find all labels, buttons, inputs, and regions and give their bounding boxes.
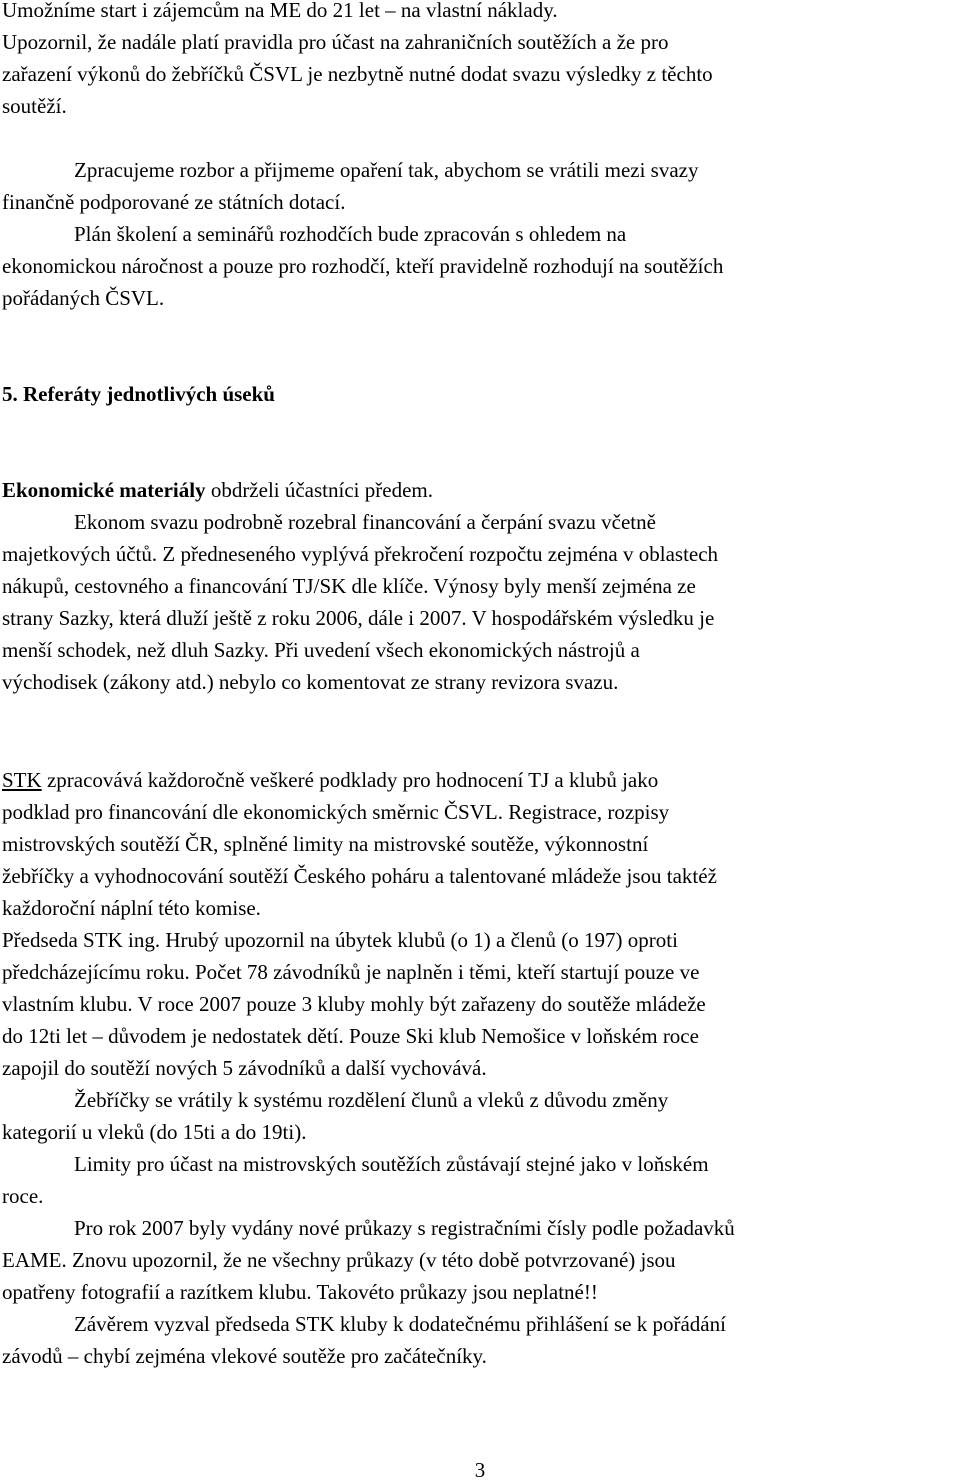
text-line: strany Sazky, která dluží ještě z roku 2006, dále i 2007. V hospodářském výsledku je: [2, 606, 715, 630]
text-line: kategorií u vleků (do 15ti a do 19ti).: [2, 1120, 307, 1144]
text-line: každoroční náplní této komise.: [2, 896, 261, 920]
text-line: majetkových účtů. Z předneseného vyplývá překročení rozpočtu zejména v oblastech: [2, 542, 719, 566]
page-number: 3: [474, 1458, 486, 1482]
text-line: soutěží.: [2, 94, 67, 118]
text-line: EAME. Znovu upozornil, že ne všechny průkazy (v této době potvrzované) jsou: [2, 1248, 676, 1272]
text-line: předcházejícímu roku. Počet 78 závodníků je naplněn i těmi, kteří startují pouze ve: [2, 960, 700, 984]
text-line: Plán školení a seminářů rozhodčích bude zpracován s ohledem na: [74, 222, 627, 246]
text-line: zařazení výkonů do žebříčků ČSVL je nezbytně nutné dodat svazu výsledky z těchto: [2, 62, 713, 86]
text-line: zapojil do soutěží nových 5 závodníků a další vychovává.: [2, 1056, 487, 1080]
text-line: ekonomickou náročnost a pouze pro rozhodčí, kteří pravidelně rozhodují na soutěžích: [2, 254, 724, 278]
text-line: pořádaných ČSVL.: [2, 286, 165, 310]
text-span: zpracovává každoročně veškeré podklady pro hodnocení TJ a klubů jako: [41, 768, 659, 792]
text-line: podklad pro financování dle ekonomických směrnic ČSVL. Registrace, rozpisy: [2, 800, 670, 824]
text-span: obdrželi účastníci předem.: [205, 478, 433, 502]
economic-heading: Ekonomické materiály: [2, 478, 206, 502]
text-line: [2, 764, 658, 796]
text-line: žebříčky a vyhodnocování soutěží Českého poháru a talentované mládeže jsou taktéž: [2, 864, 717, 888]
text-line: [2, 474, 433, 506]
text-line: závodů – chybí zejména vlekové soutěže pro začátečníky.: [2, 1344, 487, 1368]
text-line: Pro rok 2007 byly vydány nové průkazy s registračními čísly podle požadavků: [74, 1216, 735, 1240]
text-line: menší schodek, než dluh Sazky. Při uvedení všech ekonomických nástrojů a: [2, 638, 640, 662]
text-line: do 12ti let – důvodem je nedostatek dětí. Pouze Ski klub Nemošice v loňském roce: [2, 1024, 699, 1048]
text-line: finančně podporované ze státních dotací.: [2, 190, 346, 214]
section-heading: 5. Referáty jednotlivých úseků: [2, 382, 275, 406]
text-line: východisek (zákony atd.) nebylo co komentovat ze strany revizora svazu.: [2, 670, 619, 694]
text-line: roce.: [2, 1184, 44, 1208]
text-line: Limity pro účast na mistrovských soutěžích zůstávají stejné jako v loňském: [74, 1152, 709, 1176]
text-line: Ekonom svazu podrobně rozebral financování a čerpání svazu včetně: [74, 510, 656, 534]
text-line: mistrovských soutěží ČR, splněné limity na mistrovské soutěže, výkonnostní: [2, 832, 649, 856]
text-line: Žebříčky se vrátily k systému rozdělení člunů a vleků z důvodu změny: [74, 1088, 669, 1112]
stk-heading: STK: [2, 768, 42, 792]
text-line: Předseda STK ing. Hrubý upozornil na úbytek klubů (o 1) a členů (o 197) oproti: [2, 928, 678, 952]
text-line: Upozornil, že nadále platí pravidla pro účast na zahraničních soutěžích a že pro: [2, 30, 669, 54]
text-line: Zpracujeme rozbor a přijmeme opaření tak, abychom se vrátili mezi svazy: [74, 158, 699, 182]
text-line: Umožníme start i zájemcům na ME do 21 let – na vlastní náklady.: [2, 0, 558, 22]
text-line: nákupů, cestovného a financování TJ/SK dle klíče. Výnosy byly menší zejména ze: [2, 574, 696, 598]
text-line: opatřeny fotografií a razítkem klubu. Takovéto průkazy jsou neplatné!!: [2, 1280, 598, 1304]
text-line: Závěrem vyzval předseda STK kluby k dodatečnému přihlášení se k pořádání: [74, 1312, 726, 1336]
text-line: vlastním klubu. V roce 2007 pouze 3 kluby mohly být zařazeny do soutěže mládeže: [2, 992, 706, 1016]
